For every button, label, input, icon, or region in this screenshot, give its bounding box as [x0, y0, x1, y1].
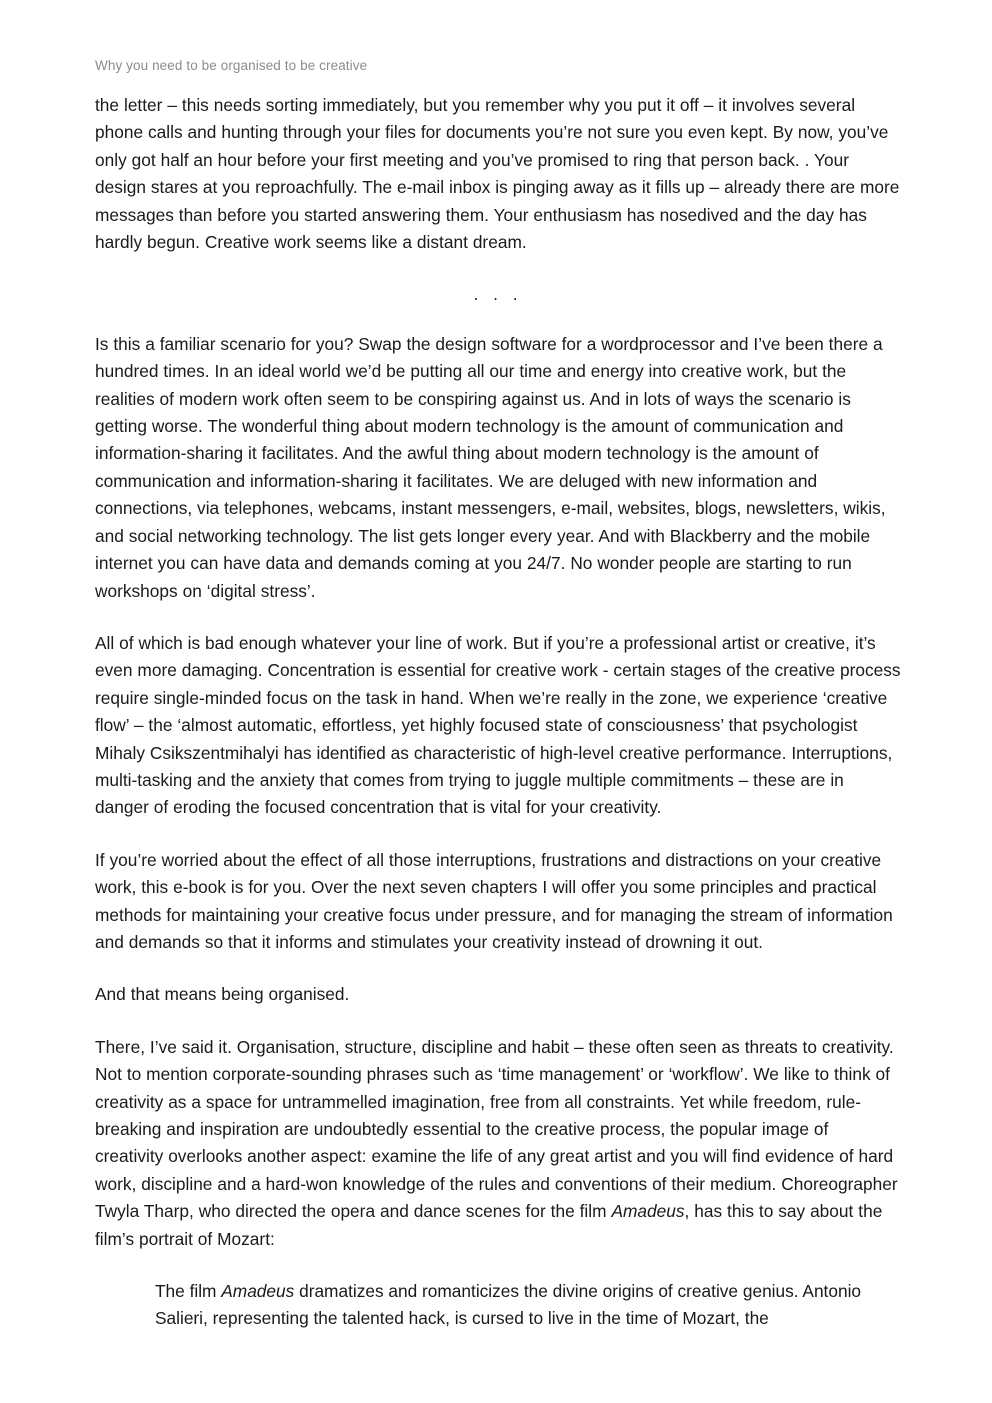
quote-film-title-amadeus: Amadeus	[221, 1281, 295, 1302]
organisation-text-after-title: , has this to say about the film’s portrait of Mozart:	[95, 1201, 883, 1249]
blockquote-paragraph	[155, 1278, 901, 1333]
paragraph-familiar-scenario: Is this a familiar scenario for you? Swap the design software for a wordprocessor and I’ve been there a hundred times. In an ideal world we’d be putting all our time and energy into creative work, but the realities of modern work often seem to be conspiring against us. And in lots of ways the scenario is getting worse. The wonderful thing about modern technology is the amount of communication and information-sharing it facilitates. And the awful thing about modern technology is the amount of communication and information-sharing it facilitates. We are deluged with new information and connections, via telephones, webcams, instant messengers, e-mail, websites, blogs, newsletters, wikis, and social networking technology. The list gets longer every year. And with Blackberry and the mobile internet you can have data and demands coming at you 24/7. No wonder people are starting to run workshops on ‘digital stress’.	[95, 333, 886, 601]
paragraph-concentration: All of which is bad enough whatever your line of work. But if you’re a professional artist or creative, it’s even more damaging. Concentration is essential for creative work - certain stages of the creative process require single-minded focus on the task in hand. When we’re really in the zone, we experience ‘creative flow’ – the ‘almost automatic, effortless, yet highly focused state of consciousness’ that psychologist Mihaly Csikszentmihalyi has identified as characteristic of high-level creative performance. Interruptions, multi-tasking and the anxiety that comes from trying to juggle multiple commitments – these are in danger of eroding the focused concentration that is vital for your creativity.	[95, 632, 901, 818]
section-divider-dots: . . .	[473, 284, 523, 305]
paragraph-continuation-morning: the letter – this needs sorting immediately, but you remember why you put it off – it involves several phone calls and hunting through your files for documents you’re not sure you even kept. By now, you’ve only got half an hour before your first meeting and you’ve promised to ring that person back. . Your design stares at you reproachfully. The e-mail inbox is pinging away as it fills up – already there are more messages than before you started answering them. Your enthusiasm has nosedived and the day has hardly begun. Creative work seems like a distant dream.	[95, 95, 900, 253]
quote-text-after-title: dramatizes and romanticizes the divine origins of creative genius. Antonio Salieri, representing the talented hack, is cursed to live in the time of Mozart, the	[155, 1281, 862, 1329]
organisation-text-before-title: There, I’ve said it. Organisation, structure, discipline and habit – these often seen as threats to creativity. Not to mention corporate-sounding phrases such as ‘time management’ or ‘workflow’. We like to think of creativity as a space for untrammelled imagination, free from all constraints. Yet while freedom, rule-breaking and inspiration are undoubtedly essential to the creative process, the popular image of creativity overlooks another aspect: examine the life of any great artist and you will find evidence of hard work, discipline and a hard-won knowledge of the rules and conventions of their medium. Choreographer Twyla Tharp, who directed the opera and dance scenes for the film	[95, 1036, 898, 1222]
blockquote-amadeus	[95, 1278, 901, 1333]
running-header: Why you need to be organised to be creative	[95, 58, 368, 73]
paragraph-being-organised: And that means being organised.	[95, 984, 350, 1005]
body-text-column	[95, 92, 901, 1333]
paragraph-organisation-threats	[95, 1034, 901, 1253]
quote-text-before-title: The film	[155, 1281, 222, 1302]
film-title-amadeus: Amadeus	[611, 1201, 685, 1222]
paragraph-ebook-promise: If you’re worried about the effect of all those interruptions, frustrations and distractions on your creative work, this e-book is for you. Over the next seven chapters I will offer you some principles and practical methods for maintaining your creative focus under pressure, and for managing the stream of information and demands so that it informs and stimulates your creativity instead of drowning it out.	[95, 849, 893, 952]
